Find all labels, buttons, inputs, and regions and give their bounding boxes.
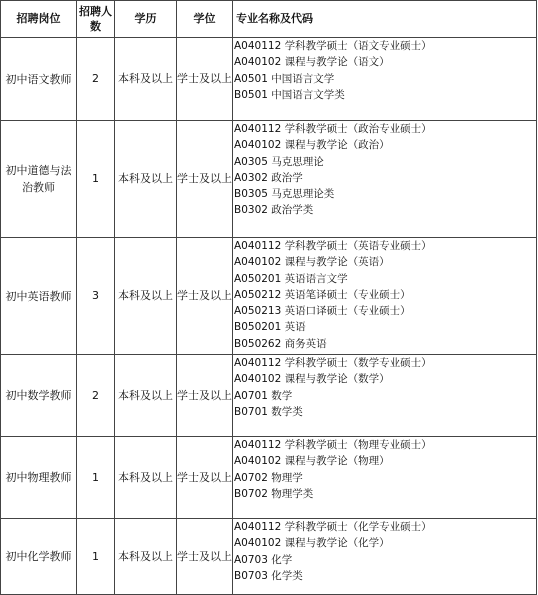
count-cell: 2	[77, 355, 115, 437]
degree-cell: 学士及以上	[177, 437, 233, 519]
position-cell: 初中化学教师	[1, 519, 77, 595]
table-row	[1, 238, 537, 355]
degree-cell: 学士及以上	[177, 519, 233, 595]
header-row	[1, 1, 537, 38]
header-majors: 专业名称及代码	[233, 1, 537, 38]
position-cell: 初中物理教师	[1, 437, 77, 519]
degree-cell: 学士及以上	[177, 355, 233, 437]
header-count: 招聘人数	[77, 1, 115, 38]
table-row	[1, 519, 537, 595]
count-cell: 1	[77, 519, 115, 595]
major-item: B0703 化学类	[234, 569, 303, 582]
education-cell: 本科及以上	[115, 437, 177, 519]
major-item: B0305 马克思理论类	[234, 188, 335, 201]
degree-cell: 学士及以上	[177, 121, 233, 238]
major-item: A0702 物理学	[234, 471, 303, 484]
major-item: A0501 中国语言文学	[234, 72, 335, 85]
table-row	[1, 437, 537, 519]
count-cell: 3	[77, 238, 115, 355]
major-item: B0701 数学类	[234, 405, 303, 418]
education-cell: 本科及以上	[115, 38, 177, 121]
major-item: A040112 学科教学硕士（化学专业硕士）	[234, 521, 432, 533]
major-item: A040102 课程与教学论（英语）	[234, 256, 390, 269]
major-item: A040102 课程与教学论（语文）	[234, 56, 390, 69]
major-item: A0701 数学	[234, 389, 293, 402]
education-cell: 本科及以上	[115, 238, 177, 355]
major-item: A040112 学科教学硕士（政治专业硕士）	[234, 123, 432, 135]
majors-cell	[233, 355, 537, 437]
position-cell: 初中数学教师	[1, 355, 77, 437]
major-item: B0702 物理学类	[234, 487, 314, 500]
majors-cell	[233, 121, 537, 238]
education-cell: 本科及以上	[115, 121, 177, 238]
major-item: A050212 英语笔译硕士（专业硕士）	[234, 288, 411, 301]
education-cell: 本科及以上	[115, 519, 177, 595]
major-item: A050201 英语语言文学	[234, 272, 348, 285]
major-item: A0703 化学	[234, 553, 293, 566]
position-cell: 初中道德与法治教师	[1, 121, 77, 238]
majors-cell	[233, 238, 537, 355]
major-item: A050213 英语口译硕士（专业硕士）	[234, 305, 411, 318]
table-row	[1, 355, 537, 437]
header-education: 学历	[115, 1, 177, 38]
count-cell: 2	[77, 38, 115, 121]
major-item: A0302 政治学	[234, 171, 303, 184]
major-item: B0501 中国语言文学类	[234, 88, 345, 101]
degree-cell: 学士及以上	[177, 38, 233, 121]
major-item: B050262 商务英语	[234, 337, 327, 350]
position-cell: 初中语文教师	[1, 38, 77, 121]
major-item: A040102 课程与教学论（政治）	[234, 139, 390, 152]
major-item: A040112 学科教学硕士（物理专业硕士）	[234, 439, 432, 451]
major-item: A040102 课程与教学论（数学）	[234, 373, 390, 386]
major-item: B050201 英语	[234, 321, 306, 334]
header-position: 招聘岗位	[1, 1, 77, 38]
major-item: A040112 学科教学硕士（英语专业硕士）	[234, 240, 432, 252]
majors-cell	[233, 437, 537, 519]
majors-cell	[233, 519, 537, 595]
major-item: A040112 学科教学硕士（语文专业硕士）	[234, 40, 432, 52]
count-cell: 1	[77, 121, 115, 238]
major-item: A040102 课程与教学论（物理）	[234, 455, 390, 468]
table-row	[1, 38, 537, 121]
major-item: B0302 政治学类	[234, 204, 314, 217]
degree-cell: 学士及以上	[177, 238, 233, 355]
education-cell: 本科及以上	[115, 355, 177, 437]
majors-cell	[233, 38, 537, 121]
major-item: A040102 课程与教学论（化学）	[234, 537, 390, 550]
major-item: A0305 马克思理论	[234, 155, 324, 168]
header-degree: 学位	[177, 1, 233, 38]
position-cell: 初中英语教师	[1, 238, 77, 355]
table-row	[1, 121, 537, 238]
count-cell: 1	[77, 437, 115, 519]
major-item: A040112 学科教学硕士（数学专业硕士）	[234, 357, 432, 369]
